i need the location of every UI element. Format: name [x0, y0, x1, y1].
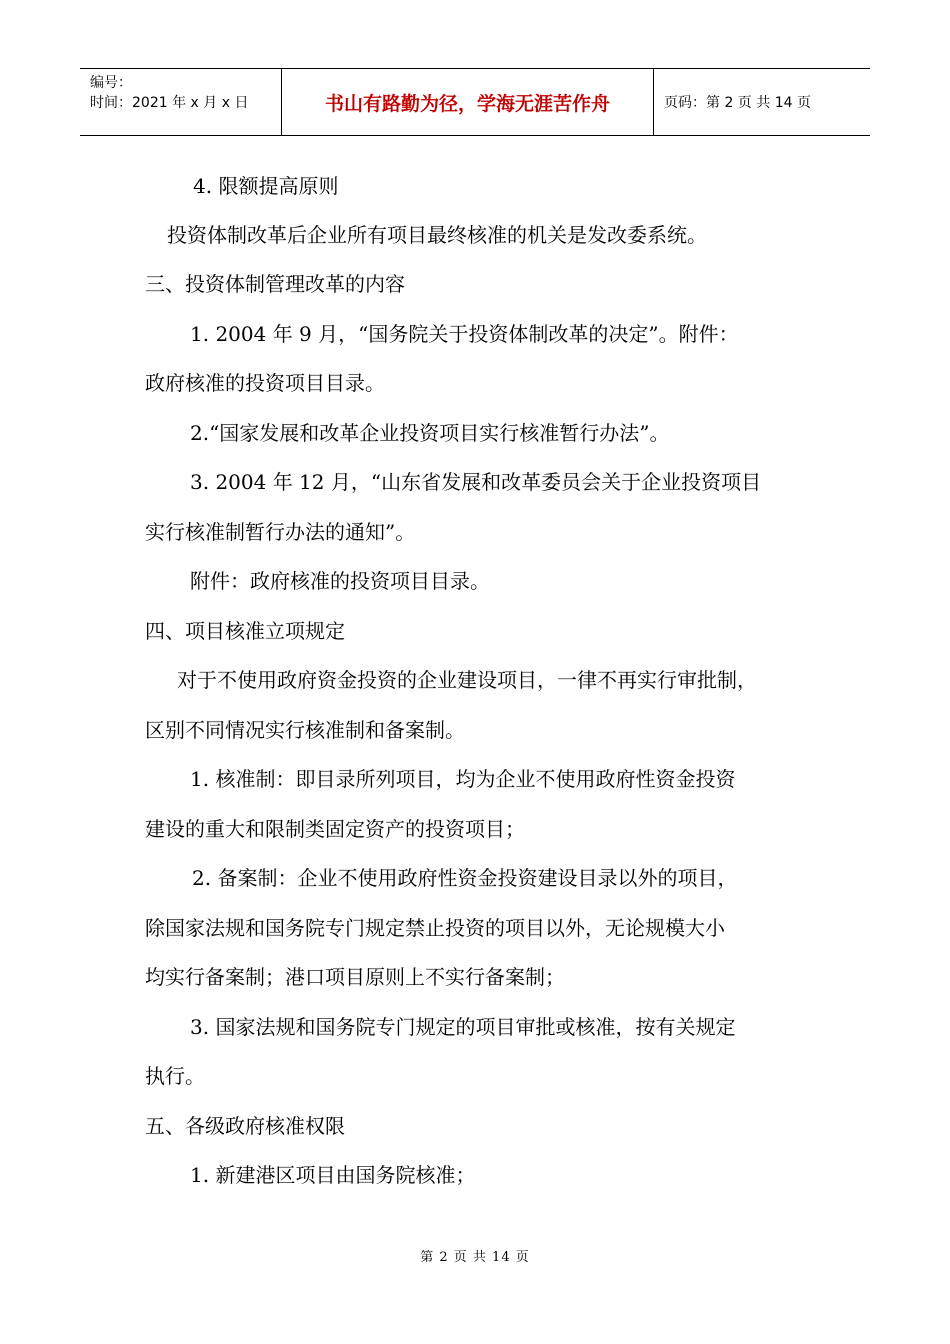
- body-line: 建设的重大和限制类固定资产的投资项目；: [145, 817, 525, 841]
- body-line: 政府核准的投资项目目录。: [145, 371, 385, 395]
- body-line: 区别不同情况实行核准制和备案制。: [145, 718, 465, 742]
- page-footer: 第 2 页 共 14 页: [420, 1250, 530, 1265]
- body-line: 3. 国家法规和国务院专门规定的项目审批或核准，按有关规定: [190, 1015, 736, 1039]
- body-line: 对于不使用政府资金投资的企业建设项目，一律不再实行审批制，: [177, 668, 757, 692]
- body-line: 2. 备案制：企业不使用政府性资金投资建设目录以外的项目，: [192, 866, 738, 890]
- body-line: 2.“国家发展和改革企业投资项目实行核准暂行办法”。: [190, 421, 670, 445]
- body-line: 附件：政府核准的投资项目目录。: [190, 569, 490, 593]
- body-line: 1. 2004 年 9 月，“国务院关于投资体制改革的决定”。附件：: [190, 322, 739, 346]
- header-motto: 书山有路勤为径，学海无涯苦作舟: [282, 69, 654, 135]
- body-line: 1. 核准制：即目录所列项目，均为企业不使用政府性资金投资: [190, 767, 736, 791]
- header-meta: [80, 69, 282, 135]
- body-line: 1. 新建港区项目由国务院核准；: [190, 1163, 476, 1187]
- body-line: 均实行备案制；港口项目原则上不实行备案制；: [145, 965, 565, 989]
- document-header: [80, 68, 870, 136]
- header-page-info: 页码：第 2 页 共 14 页: [664, 95, 811, 111]
- header-code-label: 编号：: [90, 75, 132, 91]
- header-date-label: 时间：2021 年 x 月 x 日: [90, 95, 249, 111]
- body-line: 除国家法规和国务院专门规定禁止投资的项目以外，无论规模大小: [145, 916, 725, 940]
- section-heading: 四、项目核准立项规定: [145, 619, 345, 643]
- body-line: 3. 2004 年 12 月，“山东省发展和改革委员会关于企业投资项目: [190, 470, 762, 494]
- body-line: 4. 限额提高原则: [193, 174, 339, 198]
- section-heading: 五、各级政府核准权限: [145, 1114, 345, 1138]
- body-line: 实行核准制暂行办法的通知”。: [145, 520, 416, 544]
- body-line: 投资体制改革后企业所有项目最终核准的机关是发改委系统。: [167, 223, 707, 247]
- body-line: 执行。: [145, 1064, 205, 1088]
- section-heading: 三、投资体制管理改革的内容: [145, 272, 405, 296]
